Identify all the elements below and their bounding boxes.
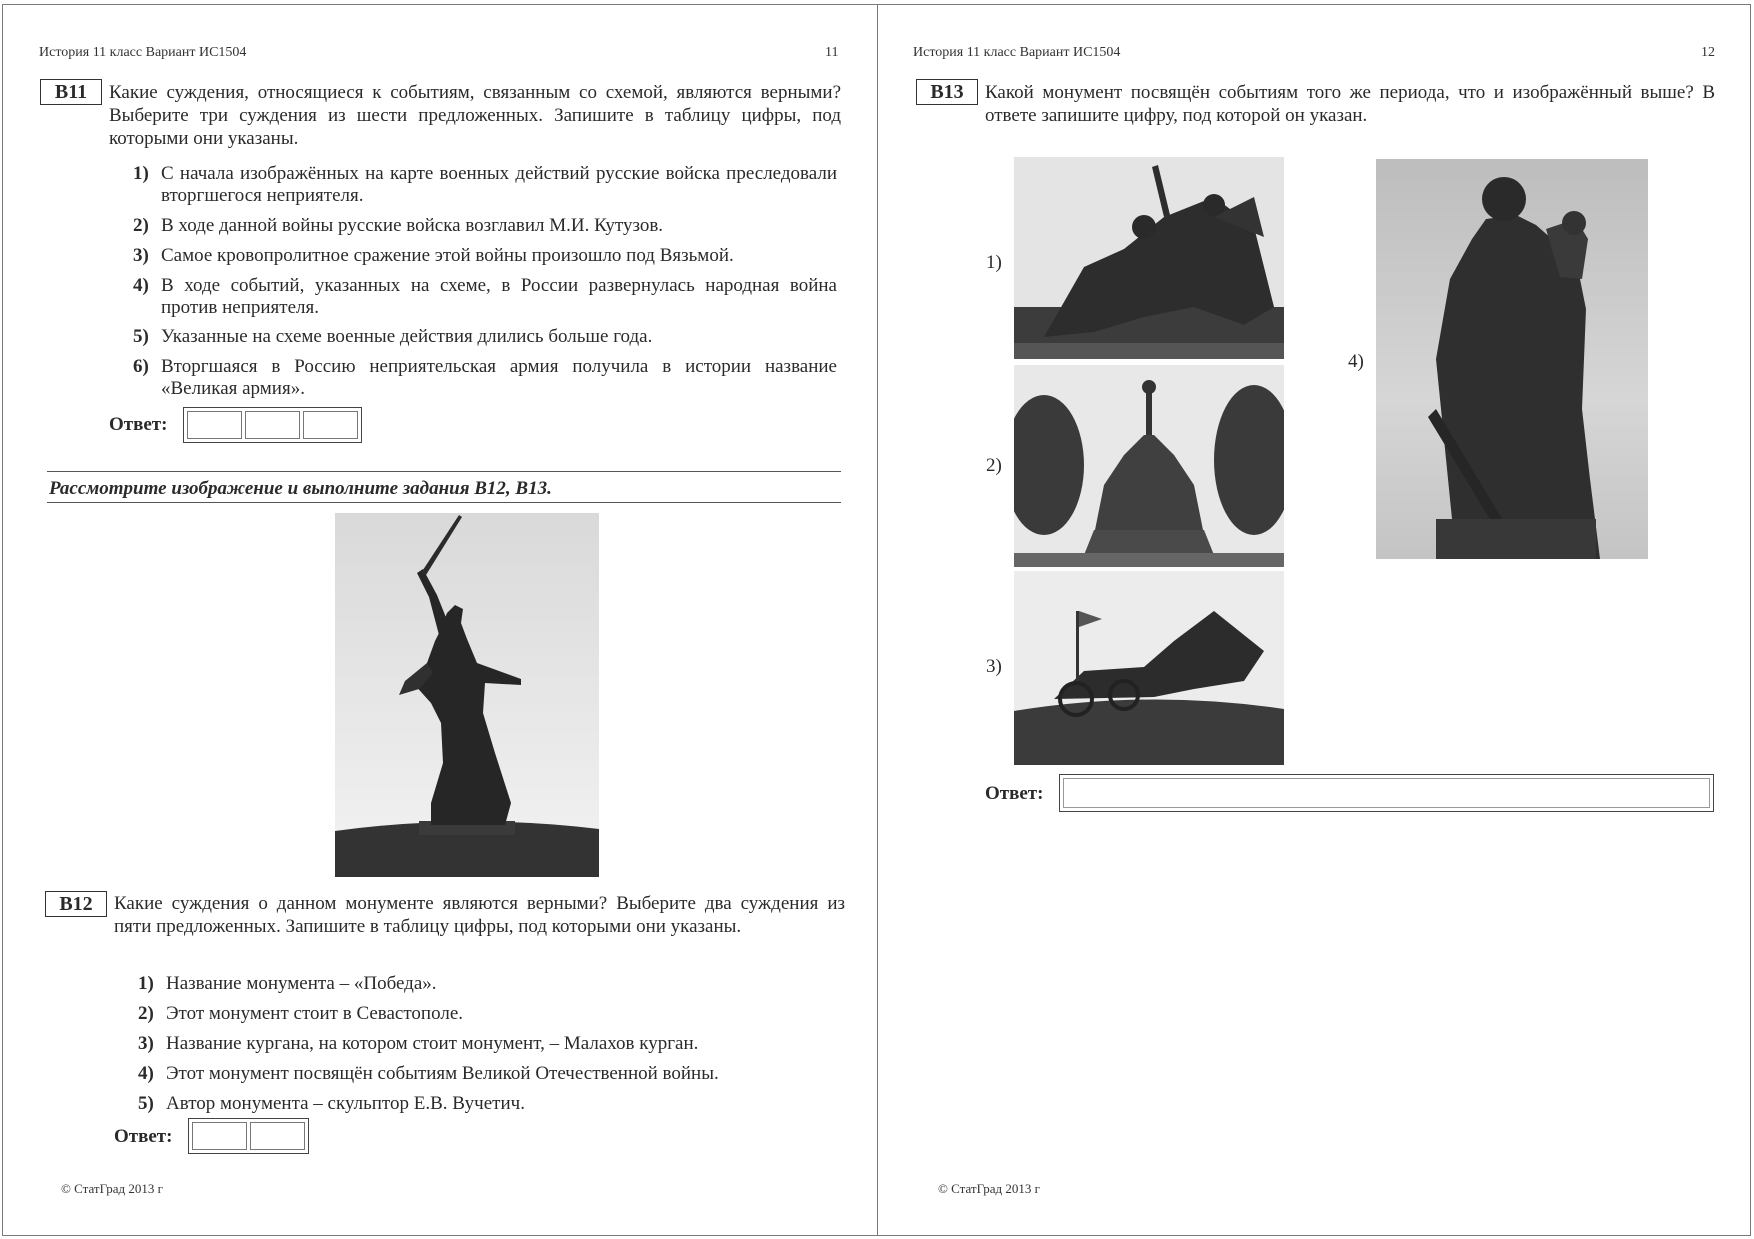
answer-cell-1[interactable] <box>187 411 242 439</box>
task-question-b13: Какой монумент посвящён событиям того же периода, что и изображённый выше? В ответе запишите цифру, под которой он указан. <box>985 82 1715 126</box>
task-code-b11: B11 <box>40 79 102 105</box>
answer-field-inner[interactable] <box>1063 778 1710 808</box>
answer-label-b12: Ответ: <box>114 1126 173 1147</box>
answer-cell-1[interactable] <box>192 1122 247 1150</box>
option-text: В ходе событий, указанных на схеме, в России развернулась народная война против неприятеля. <box>161 275 837 318</box>
cavalry-monument-image <box>1014 157 1284 359</box>
task-code-b13: B13 <box>916 79 978 105</box>
monument-option-3[interactable] <box>1014 571 1284 765</box>
image-label-3: 3) <box>986 656 1002 677</box>
option-number: 4) <box>138 1063 154 1084</box>
image-label-2: 2) <box>986 455 1002 476</box>
page-footer: © СтатГрад 2013 г <box>938 1181 1040 1196</box>
monument-photo <box>335 513 599 877</box>
monument-option-4[interactable] <box>1376 159 1648 559</box>
option-text: С начала изображённых на карте военных действий русские войска преследовали вторгшегося неприятеля. <box>161 163 837 206</box>
option-text: Самое кровопролитное сражение этой войны произошло под Вязьмой. <box>161 245 734 266</box>
task-question-b12: Какие суждения о данном монументе являются верными? Выберите два суждения из пяти предложенных. Запишите в таблицу цифры, под которыми они указаны. <box>114 893 845 937</box>
page-header-title: История 11 класс Вариант ИС1504 <box>913 45 1121 60</box>
b11-option-5 <box>133 326 837 348</box>
option-text: Автор монумента – скульптор Е.В. Вучетич. <box>166 1093 525 1114</box>
divider-top <box>47 471 841 472</box>
option-number: 2) <box>133 215 149 236</box>
image-label-1: 1) <box>986 252 1002 273</box>
answer-field-b13[interactable] <box>1059 774 1714 812</box>
task-code-b12: B12 <box>45 891 107 917</box>
monument-option-1[interactable] <box>1014 157 1284 359</box>
option-number: 1) <box>133 163 149 184</box>
b12-option-5 <box>138 1093 826 1115</box>
option-text: В ходе данной войны русские войска возглавил М.И. Кутузов. <box>161 215 664 236</box>
tachanka-monument-image <box>1014 571 1284 765</box>
answer-label-b11: Ответ: <box>109 414 168 435</box>
b11-option-4 <box>133 275 837 319</box>
option-number: 3) <box>138 1033 154 1054</box>
instruction-text: Рассмотрите изображение и выполните задания B12, B13. <box>49 478 552 499</box>
b12-option-2 <box>138 1003 826 1025</box>
page-footer: © СтатГрад 2013 г <box>61 1181 163 1196</box>
divider-bottom <box>47 502 841 503</box>
answer-table-b11 <box>183 407 362 443</box>
task-question-b11: Какие суждения, относящиеся к событиям, связанным со схемой, являются верными? Выберите три суждения из шести предложенных. Запишите в таблицу цифры, под которыми они указаны. <box>109 82 841 149</box>
answer-cell-3[interactable] <box>303 411 358 439</box>
option-text: Название монумента – «Победа». <box>166 973 437 994</box>
option-text: Вторгшаяся в Россию неприятельская армия получила в истории название «Великая армия». <box>161 356 837 399</box>
option-text: Этот монумент посвящён событиям Великой Отечественной войны. <box>166 1063 719 1084</box>
answer-cell-2[interactable] <box>245 411 300 439</box>
motherland-statue-image <box>335 513 599 877</box>
option-number: 4) <box>133 275 149 296</box>
page-number: 12 <box>1701 45 1715 60</box>
image-label-4: 4) <box>1348 351 1364 372</box>
answer-label-b13: Ответ: <box>985 783 1044 804</box>
millennium-monument-image <box>1014 365 1284 567</box>
option-number: 3) <box>133 245 149 266</box>
page-header-title: История 11 класс Вариант ИС1504 <box>39 45 247 60</box>
option-text: Указанные на схеме военные действия длились больше года. <box>161 326 653 347</box>
b11-option-1 <box>133 163 837 207</box>
b11-option-2 <box>133 215 837 237</box>
b12-option-3 <box>138 1033 826 1055</box>
option-text: Этот монумент стоит в Севастополе. <box>166 1003 464 1024</box>
left-page <box>2 4 878 1236</box>
b11-option-6 <box>133 356 837 400</box>
option-number: 1) <box>138 973 154 994</box>
soldier-liberator-image <box>1376 159 1648 559</box>
option-number: 2) <box>138 1003 154 1024</box>
option-number: 5) <box>138 1093 154 1114</box>
right-page <box>877 4 1751 1236</box>
b11-option-3 <box>133 245 837 267</box>
b12-option-1 <box>138 973 826 995</box>
page-number: 11 <box>825 45 839 60</box>
b12-option-4 <box>138 1063 826 1085</box>
answer-table-b12 <box>188 1118 309 1154</box>
monument-option-2[interactable] <box>1014 365 1284 567</box>
answer-cell-2[interactable] <box>250 1122 305 1150</box>
option-number: 5) <box>133 326 149 347</box>
option-number: 6) <box>133 356 149 377</box>
option-text: Название кургана, на котором стоит монумент, – Малахов курган. <box>166 1033 699 1054</box>
